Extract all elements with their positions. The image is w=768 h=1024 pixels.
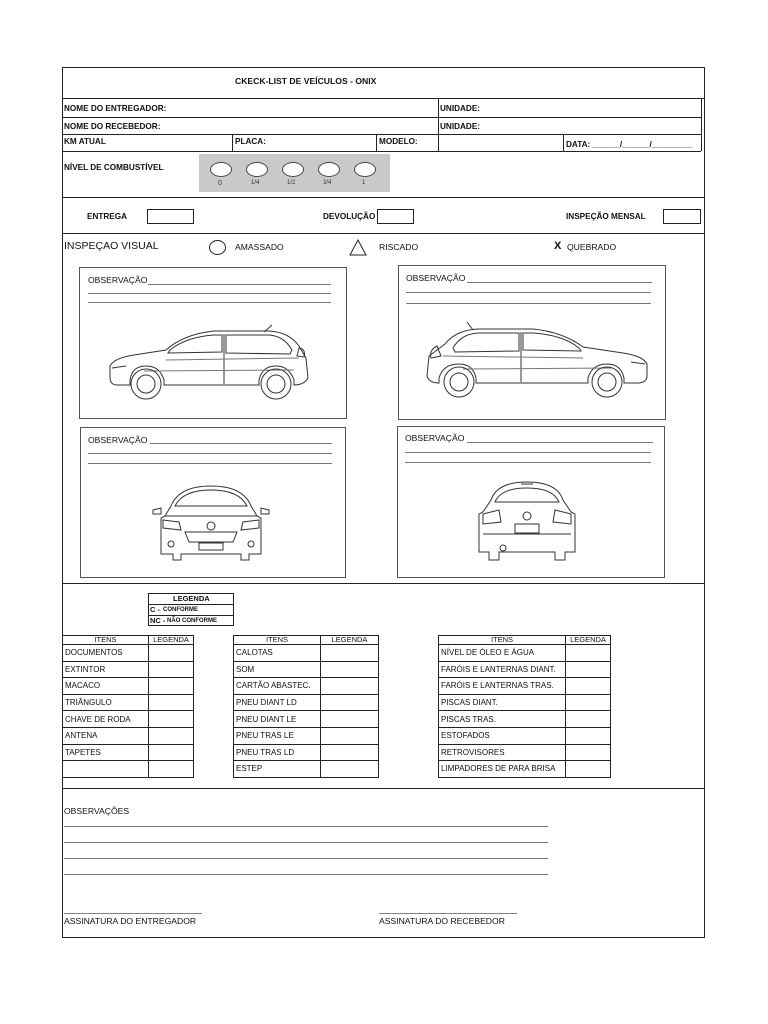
table-row: [439, 678, 611, 695]
observation-line[interactable]: [405, 462, 651, 463]
fuel-level-1-2: 1/2: [287, 180, 296, 186]
table-row: [63, 744, 194, 761]
signature-label-recebedor: ASSINATURA DO RECEBEDOR: [379, 916, 505, 926]
observation-label: OBSERVAÇÃO: [406, 273, 466, 283]
legend-cell[interactable]: [321, 761, 379, 778]
legend-cell[interactable]: [321, 678, 379, 695]
divider: [376, 134, 377, 151]
signature-label-entregador: ASSINATURA DO ENTREGADOR: [64, 916, 197, 926]
divider: [701, 98, 702, 151]
quebrado-label: QUEBRADO: [567, 242, 617, 252]
modelo-label: MODELO:: [379, 137, 418, 146]
item-label: CALOTAS: [234, 645, 321, 662]
legend-c-text: CONFORME: [163, 607, 198, 613]
table-row: [63, 645, 194, 662]
fuel-level-0: 0: [218, 180, 222, 187]
legend-nc-text: NÃO CONFORME: [167, 618, 217, 624]
item-label: TAPETES: [63, 744, 149, 761]
placa-label: PLACA:: [235, 137, 266, 146]
divider: [62, 197, 705, 198]
fuel-level-1-4: 1/4: [251, 180, 260, 186]
table-row: [439, 744, 611, 761]
item-label: LIMPADORES DE PARA BRISA: [439, 761, 566, 778]
divider: [62, 233, 705, 234]
legend-box: [148, 593, 234, 626]
divider: [62, 98, 705, 99]
observation-line[interactable]: [64, 874, 548, 875]
item-label: PISCAS TRAS.: [439, 711, 566, 728]
legend-cell[interactable]: [566, 678, 611, 695]
observation-line[interactable]: [64, 826, 548, 827]
divider: [62, 134, 701, 135]
table-row: [234, 678, 379, 695]
divider: [62, 117, 701, 118]
item-label: PNEU DIANT LD: [234, 694, 321, 711]
table-row: [63, 727, 194, 744]
table-row: [234, 761, 379, 778]
fuel-option-3-4[interactable]: [318, 162, 340, 177]
signature-line-entregador[interactable]: _______________________________: [64, 905, 202, 914]
divider: [438, 98, 439, 151]
legend-cell[interactable]: [149, 678, 194, 695]
unidade-label: UNIDADE:: [440, 122, 481, 131]
item-label: TRIÂNGULO: [63, 694, 149, 711]
observation-label: OBSERVAÇÃO: [88, 275, 148, 285]
legend-cell[interactable]: [566, 744, 611, 761]
legend-cell[interactable]: [149, 744, 194, 761]
fuel-level-1: 1: [362, 180, 366, 186]
data-label: DATA: ______/______/_________: [566, 140, 693, 149]
inspecao-mensal-label: INSPEÇÃO MENSAL: [566, 212, 646, 221]
observation-line[interactable]: [64, 842, 548, 843]
table-row: [439, 727, 611, 744]
items-table-3: [438, 635, 611, 778]
divider: [62, 151, 701, 152]
item-label: ESTOFADOS: [439, 727, 566, 744]
fuel-option-1[interactable]: [354, 162, 376, 177]
table-row: [439, 645, 611, 662]
table-row: [234, 694, 379, 711]
legend-cell[interactable]: [321, 711, 379, 728]
table-row: [234, 645, 379, 662]
legend-cell[interactable]: [566, 661, 611, 678]
item-label: SOM: [234, 661, 321, 678]
item-label: FARÓIS E LANTERNAS TRAS.: [439, 678, 566, 695]
table-row: [439, 694, 611, 711]
observation-line[interactable]: [406, 292, 651, 293]
legend-cell[interactable]: [149, 711, 194, 728]
table-row: [63, 661, 194, 678]
fuel-level-3-4: 3/4: [323, 180, 332, 186]
unidade-label: UNIDADE:: [440, 104, 481, 113]
table-row: [439, 661, 611, 678]
item-label: ESTEP: [234, 761, 321, 778]
entregador-name-label: NOME DO ENTREGADOR:: [64, 104, 167, 113]
item-label: CHAVE DE RODA: [63, 711, 149, 728]
legend-c-code: C -: [150, 605, 160, 614]
legend-cell[interactable]: [566, 711, 611, 728]
observation-line[interactable]: [88, 293, 331, 294]
observation-line[interactable]: [467, 282, 652, 283]
dent-circle-icon: [209, 240, 226, 255]
legend-cell[interactable]: [149, 661, 194, 678]
table-row: [439, 711, 611, 728]
column-header-legenda: LEGENDA: [149, 636, 194, 645]
fuel-gauge: [199, 154, 390, 192]
visual-inspection-title: INSPEÇAO VISUAL: [64, 240, 159, 252]
table-row: [234, 744, 379, 761]
car-rear-drawing: [471, 478, 583, 570]
table-row: [63, 761, 194, 778]
item-label: CARTÃO ABASTEC.: [234, 678, 321, 695]
fuel-option-1-4[interactable]: [246, 162, 268, 177]
legend-cell[interactable]: [149, 761, 194, 778]
fuel-level-label: NÍVEL DE COMBUSTÍVEL: [64, 163, 164, 172]
legend-cell[interactable]: [566, 761, 611, 778]
divider: [62, 788, 705, 789]
inspecao-mensal-checkbox[interactable]: [663, 209, 701, 224]
item-label: PNEU TRAS LD: [234, 744, 321, 761]
observation-line[interactable]: [150, 443, 332, 444]
observation-label: OBSERVAÇÃO: [405, 433, 465, 443]
legend-title: LEGENDA: [173, 594, 210, 603]
legend-cell[interactable]: [566, 645, 611, 662]
table-row: [234, 727, 379, 744]
item-label: NÍVEL DE ÓLEO E ÁGUA: [439, 645, 566, 662]
observation-line[interactable]: [88, 302, 331, 303]
legend-cell[interactable]: [149, 727, 194, 744]
legend-cell[interactable]: [321, 661, 379, 678]
observation-line[interactable]: [88, 463, 332, 464]
signature-line-recebedor[interactable]: _______________________________: [379, 905, 517, 914]
observation-line[interactable]: [148, 284, 331, 285]
column-header-legenda: LEGENDA: [321, 636, 379, 645]
table-row: [234, 661, 379, 678]
legend-cell[interactable]: [321, 645, 379, 662]
entrega-label: ENTREGA: [87, 212, 128, 221]
recebedor-name-label: NOME DO RECEBEDOR:: [64, 122, 161, 131]
column-header-itens: ITENS: [63, 636, 149, 645]
items-table-1: [62, 635, 194, 778]
car-side-left-drawing: [104, 322, 314, 408]
item-label: EXTINTOR: [63, 661, 149, 678]
table-row: [234, 711, 379, 728]
column-header-itens: ITENS: [234, 636, 321, 645]
table-row: [63, 711, 194, 728]
legend-nc-code: NC -: [150, 616, 166, 625]
devolucao-label: DEVOLUÇÃO: [323, 212, 376, 221]
column-header-itens: ITENS: [439, 636, 566, 645]
observation-line[interactable]: [467, 442, 653, 443]
divider: [62, 583, 705, 584]
divider: [149, 604, 233, 605]
item-label: ANTENA: [63, 727, 149, 744]
observation-line[interactable]: [88, 453, 332, 454]
scratch-triangle-icon: [349, 239, 367, 256]
item-label: PNEU DIANT LE: [234, 711, 321, 728]
legend-cell[interactable]: [321, 744, 379, 761]
amassado-label: AMASSADO: [235, 242, 284, 252]
car-side-right-drawing: [423, 320, 653, 408]
item-label: MACACO: [63, 678, 149, 695]
table-row: [63, 694, 194, 711]
entrega-checkbox[interactable]: [147, 209, 194, 224]
divider: [563, 134, 564, 151]
legend-cell[interactable]: [566, 727, 611, 744]
observation-label: OBSERVAÇÃO: [88, 435, 148, 445]
column-header-legenda: LEGENDA: [566, 636, 611, 645]
km-atual-label: KM ATUAL: [64, 137, 106, 146]
car-front-drawing: [151, 482, 271, 572]
observations-title: OBSERVAÇÕES: [64, 806, 130, 816]
legend-cell[interactable]: [321, 727, 379, 744]
devolucao-checkbox[interactable]: [377, 209, 414, 224]
item-label: PISCAS DIANT.: [439, 694, 566, 711]
legend-cell[interactable]: [149, 645, 194, 662]
riscado-label: RISCADO: [379, 242, 419, 252]
divider: [232, 134, 233, 151]
item-label: RETROVISORES: [439, 744, 566, 761]
legend-cell[interactable]: [321, 694, 379, 711]
item-label: FARÓIS E LANTERNAS DIANT.: [439, 661, 566, 678]
item-label: [63, 761, 149, 778]
fuel-option-0[interactable]: [210, 162, 232, 177]
broken-x-icon: X: [554, 240, 562, 252]
fuel-option-1-2[interactable]: [282, 162, 304, 177]
legend-cell[interactable]: [566, 694, 611, 711]
observation-line[interactable]: [405, 452, 651, 453]
table-row: [439, 761, 611, 778]
items-table-2: [233, 635, 379, 778]
form-title: CKECK-LIST DE VEÍCULOS - ONIX: [235, 76, 377, 86]
observation-line[interactable]: [406, 303, 651, 304]
table-row: [63, 678, 194, 695]
item-label: PNEU TRAS LE: [234, 727, 321, 744]
legend-cell[interactable]: [149, 694, 194, 711]
observation-line[interactable]: [64, 858, 548, 859]
item-label: DOCUMENTOS: [63, 645, 149, 662]
